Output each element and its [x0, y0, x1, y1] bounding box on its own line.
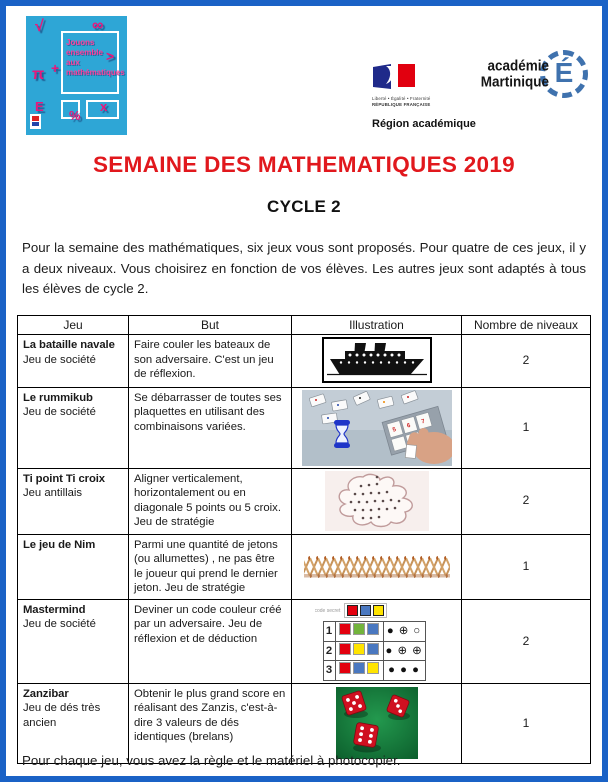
svg-text:5: 5: [391, 426, 397, 434]
french-flag-icon: [372, 64, 418, 91]
republic-name: RÉPUBLIQUE FRANÇAISE: [372, 102, 431, 108]
levels-count: 2: [462, 599, 591, 683]
poster-title: Jouons ensemble aux mathématiques: [66, 38, 125, 77]
game-type: Jeu de société: [23, 406, 96, 419]
game-goal: Obtenir le plus grand score en réalisant des Zanzis, c'est-à-dire 3 valeurs de dés identiques (brelans): [129, 683, 292, 763]
x-symbol: x: [100, 99, 108, 114]
table-row: [18, 683, 591, 763]
game-name: Ti point Ti croix: [23, 472, 105, 485]
dots-grid-illustration: [325, 471, 429, 531]
pi-symbol: π: [32, 66, 45, 83]
infinity-symbol: ∞: [92, 17, 104, 34]
e-symbol: E: [35, 99, 44, 114]
intro-paragraph: Pour la semaine des mathématiques, six jeux vous sont proposés. Pour quatre de ces jeux, il y a deux niveaux. Vous choisirez en fonction de vos élèves. Les autres jeux sont adaptés à tous les élèves de cycle 2.: [22, 240, 586, 297]
academy-e-badge-icon: É: [540, 50, 588, 98]
page-title: SEMAINE DES MATHEMATIQUES 2019: [93, 152, 515, 177]
game-name: La bataille navale: [23, 339, 115, 352]
mastermind-illustration: [313, 603, 441, 680]
table-row: [18, 534, 591, 599]
mastermind-guess-row: 2 ● ⊕ ⊕: [323, 641, 425, 660]
percent-symbol: %: [69, 108, 81, 123]
game-type: Jeu de société: [23, 618, 96, 631]
game-goal: Faire couler les bateaux de son adversaire. C'est un jeu de réflexion.: [129, 335, 292, 387]
mastermind-secret-code: [344, 603, 387, 618]
academie-martinique-logo: [454, 50, 588, 98]
red-dice-illustration: [336, 687, 418, 759]
game-type: Jeu antillais: [23, 487, 83, 500]
levels-count: 2: [462, 468, 591, 534]
battleship-illustration: [322, 337, 432, 383]
academy-name: [481, 59, 549, 90]
republic-motto: Liberté • Égalité • Fraternité: [372, 96, 431, 101]
svg-text:6: 6: [405, 422, 411, 430]
matchsticks-illustration: [302, 553, 452, 581]
region-academique-label: Région académique: [372, 117, 476, 130]
mastermind-grid: [323, 621, 426, 680]
math-week-poster: [26, 16, 127, 135]
levels-count: 1: [462, 387, 591, 468]
plus-symbol: +: [51, 60, 60, 76]
table-row: [18, 335, 591, 387]
svg-text:7: 7: [420, 418, 426, 426]
levels-count: 2: [462, 335, 591, 387]
header-niveaux: Nombre de niveaux: [462, 316, 591, 335]
table-header-row: [18, 316, 591, 335]
rummikub-photo-illustration: [302, 390, 452, 466]
games-table: [17, 315, 591, 764]
game-name: Zanzibar: [23, 687, 69, 700]
game-name: Le jeu de Nim: [23, 538, 96, 551]
greater-symbol: >: [106, 48, 115, 64]
levels-count: 1: [462, 534, 591, 599]
mastermind-guess-row: 3 ● ● ●: [323, 661, 425, 680]
game-goal: Aligner verticalement, horizontalement ou en diagonale 5 points ou 5 croix. Jeu de stratégie: [129, 468, 292, 534]
game-name: Mastermind: [23, 603, 86, 616]
footer-note: Pour chaque jeu, vous avez la règle et le matériel à photocopier.: [22, 753, 401, 768]
game-goal: Parmi une quantité de jetons (ou allumettes) , ne pas être le joueur qui prend le dernier jeton. Jeu de stratégie: [129, 534, 292, 599]
sqrt-symbol: √: [35, 18, 44, 35]
header-but: But: [129, 316, 292, 335]
academy-line1: académie: [487, 57, 549, 75]
canope-logo: [30, 114, 41, 129]
mastermind-secret-label: code secret: [314, 607, 341, 614]
game-name: Le rummikub: [23, 391, 93, 404]
table-row: [18, 599, 591, 683]
game-goal: Se débarrasser de toutes ses plaquettes en utilisant des combinaisons variées.: [129, 387, 292, 468]
french-republic-logo: [372, 50, 454, 109]
academy-line2: Martinique: [480, 72, 549, 90]
table-row: [18, 387, 591, 468]
mastermind-guess-row: 1 ● ⊕ ○: [323, 622, 425, 641]
header-illustration: Illustration: [292, 316, 462, 335]
header-jeu: Jeu: [18, 316, 129, 335]
levels-count: 1: [462, 683, 591, 763]
page-subtitle: CYCLE 2: [267, 197, 341, 216]
institutional-logos: [372, 50, 588, 130]
game-goal: Deviner un code couleur créé par un adversaire. Jeu de réflexion et de déduction: [129, 599, 292, 683]
page-header: [6, 6, 602, 144]
game-type: Jeu de dés très ancien: [23, 702, 101, 729]
game-type: Jeu de société: [23, 353, 96, 366]
table-row: [18, 468, 591, 534]
